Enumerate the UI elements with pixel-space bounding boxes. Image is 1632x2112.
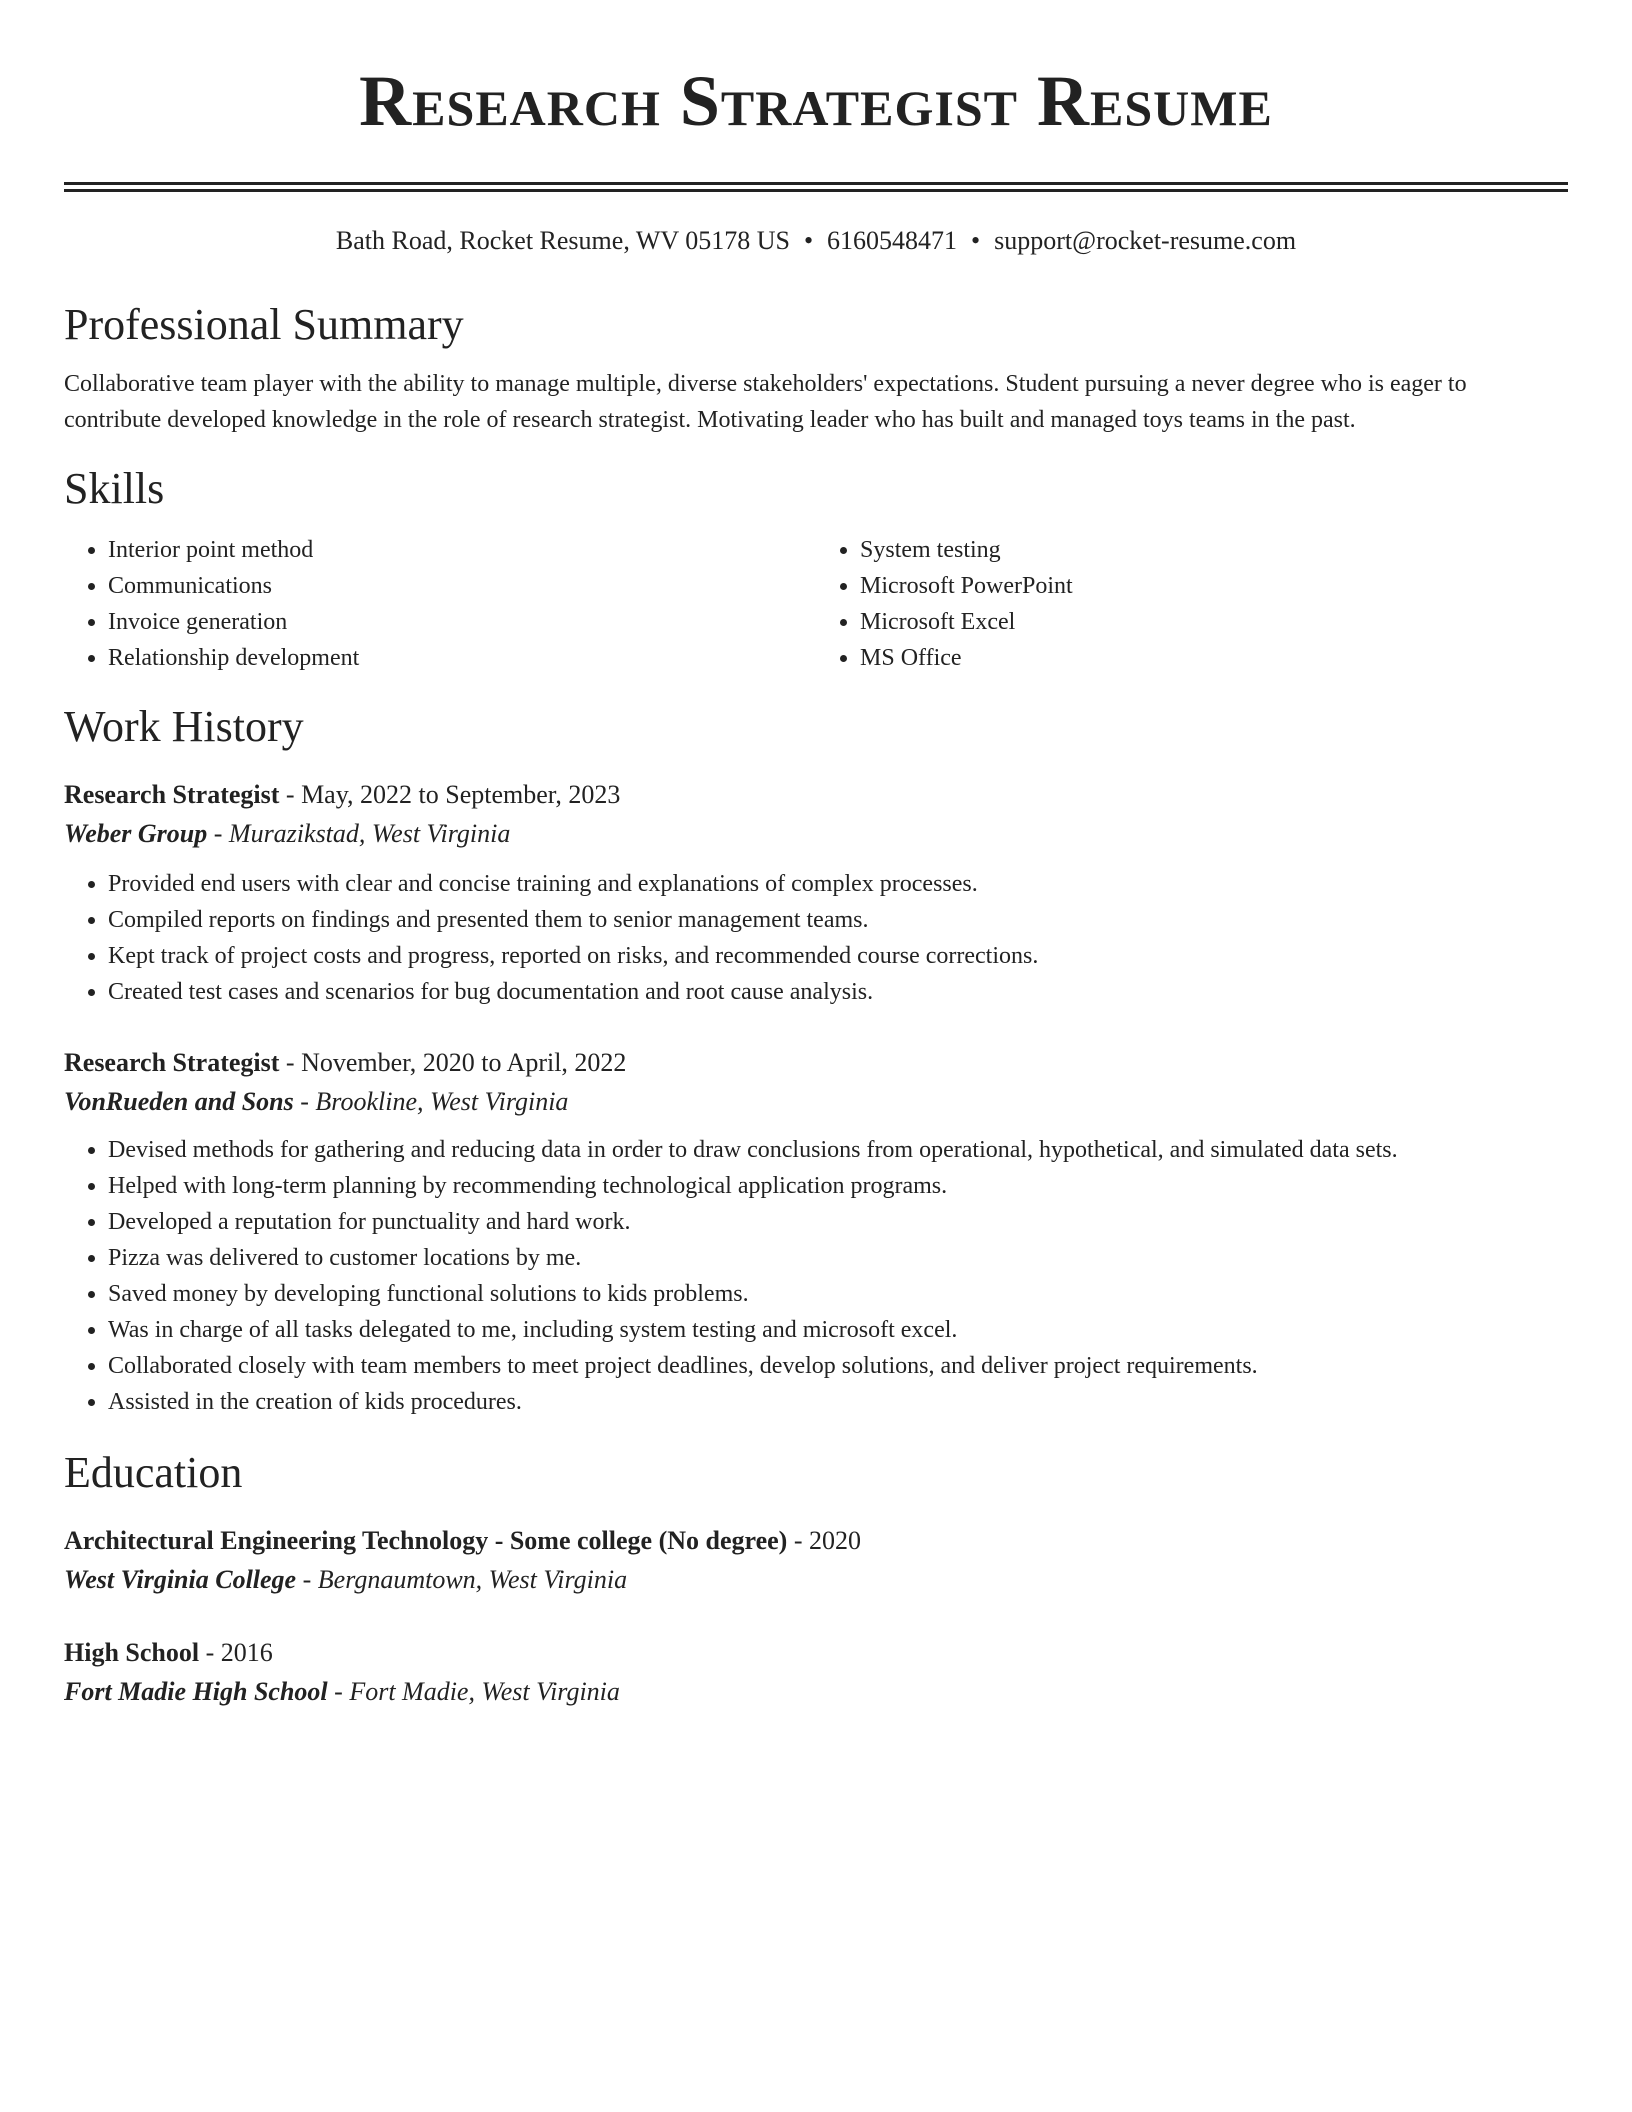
job-entry <box>64 1044 1568 1420</box>
education-entry <box>64 1522 1568 1600</box>
education-year: - 2016 <box>199 1638 273 1667</box>
job-bullet: • Was in charge of all tasks delegated to me, including system testing and microsoft excel. <box>108 1312 1568 1348</box>
job-title: Research Strategist <box>64 1048 280 1077</box>
job-company: VonRueden and Sons <box>64 1087 294 1116</box>
education-year: - 2020 <box>787 1526 861 1555</box>
job-bullet: • Pizza was delivered to customer locations by me. <box>108 1240 1568 1276</box>
job-title: Research Strategist <box>64 780 280 809</box>
job-location: - Murazikstad, West Virginia <box>207 819 511 848</box>
job-bullets <box>64 1132 1568 1420</box>
section-title-work-history: Work History <box>64 702 304 751</box>
job-bullet: • Compiled reports on findings and presented them to senior management teams. <box>108 902 1568 938</box>
section-title-education: Education <box>64 1448 243 1497</box>
job-bullet: • Collaborated closely with team members to meet project deadlines, develop solutions, and deliver project requirements. <box>108 1348 1568 1384</box>
contact-address: Bath Road, Rocket Resume, WV 05178 US <box>335 226 790 255</box>
job-header <box>64 776 1568 814</box>
skill-item: • Communications <box>108 568 816 604</box>
job-dates: - May, 2022 to September, 2023 <box>279 780 621 809</box>
skill-item: • System testing <box>860 532 1568 568</box>
job-bullets <box>64 866 1568 1010</box>
summary-text: Collaborative team player with the ability to manage multiple, diverse stakeholders' expectations. Student pursuing a never degree who is eager to contribute developed knowledge in the role of research strategist. Motivating leader who has built and managed toys teams in the past. <box>64 371 1467 433</box>
education-location: - Fort Madie, West Virginia <box>327 1677 620 1706</box>
resume-title: Research Strategist Resume <box>359 61 1273 141</box>
job-bullet: • Saved money by developing functional solutions to kids problems. <box>108 1276 1568 1312</box>
title-divider <box>64 182 1568 192</box>
skills-list <box>64 532 1568 676</box>
job-dates: - November, 2020 to April, 2022 <box>279 1048 627 1077</box>
job-entry <box>64 776 1568 1010</box>
skills-column-left <box>64 532 816 676</box>
education-header <box>64 1634 1568 1672</box>
job-bullet: • Created test cases and scenarios for bug documentation and root cause analysis. <box>108 974 1568 1010</box>
skills-column-right <box>816 532 1568 676</box>
contact-phone: 6160548471 <box>827 226 958 255</box>
education-degree: Architectural Engineering Technology - Some college (No degree) <box>64 1526 788 1555</box>
job-bullet: • Helped with long-term planning by recommending technological application programs. <box>108 1168 1568 1204</box>
skill-item: • Microsoft PowerPoint <box>860 568 1568 604</box>
job-location: - Brookline, West Virginia <box>293 1087 569 1116</box>
section-title-skills: Skills <box>64 464 165 513</box>
education-school-line <box>64 1560 1568 1600</box>
contact-line <box>64 224 1568 258</box>
job-employer <box>64 1082 1568 1122</box>
job-header <box>64 1044 1568 1082</box>
skill-item: • MS Office <box>860 640 1568 676</box>
contact-email: support@rocket-resume.com <box>994 226 1297 255</box>
contact-separator: • <box>971 226 981 255</box>
skill-item: • Microsoft Excel <box>860 604 1568 640</box>
contact-separator: • <box>803 226 814 255</box>
skill-item: • Interior point method <box>108 532 816 568</box>
job-bullet: • Devised methods for gathering and reducing data in order to draw conclusions from operational, hypothetical, and simulated data sets. <box>108 1132 1568 1168</box>
job-bullet: • Assisted in the creation of kids procedures. <box>108 1384 1568 1420</box>
job-bullet: • Developed a reputation for punctuality and hard work. <box>108 1204 1568 1240</box>
education-school-line <box>64 1672 1568 1712</box>
job-bullet: • Kept track of project costs and progress, reported on risks, and recommended course corrections. <box>108 938 1568 974</box>
education-school: West Virginia College <box>64 1565 297 1594</box>
education-degree: High School <box>64 1638 200 1667</box>
section-title-summary: Professional Summary <box>64 300 464 349</box>
job-bullet: • Provided end users with clear and concise training and explanations of complex processes. <box>108 866 1568 902</box>
education-entry <box>64 1634 1568 1712</box>
skill-item: • Relationship development <box>108 640 816 676</box>
skill-item: • Invoice generation <box>108 604 816 640</box>
job-employer <box>64 814 1568 854</box>
education-header <box>64 1522 1568 1560</box>
job-company: Weber Group <box>64 819 208 848</box>
education-school: Fort Madie High School <box>64 1677 328 1706</box>
education-location: - Bergnaumtown, West Virginia <box>296 1565 628 1594</box>
